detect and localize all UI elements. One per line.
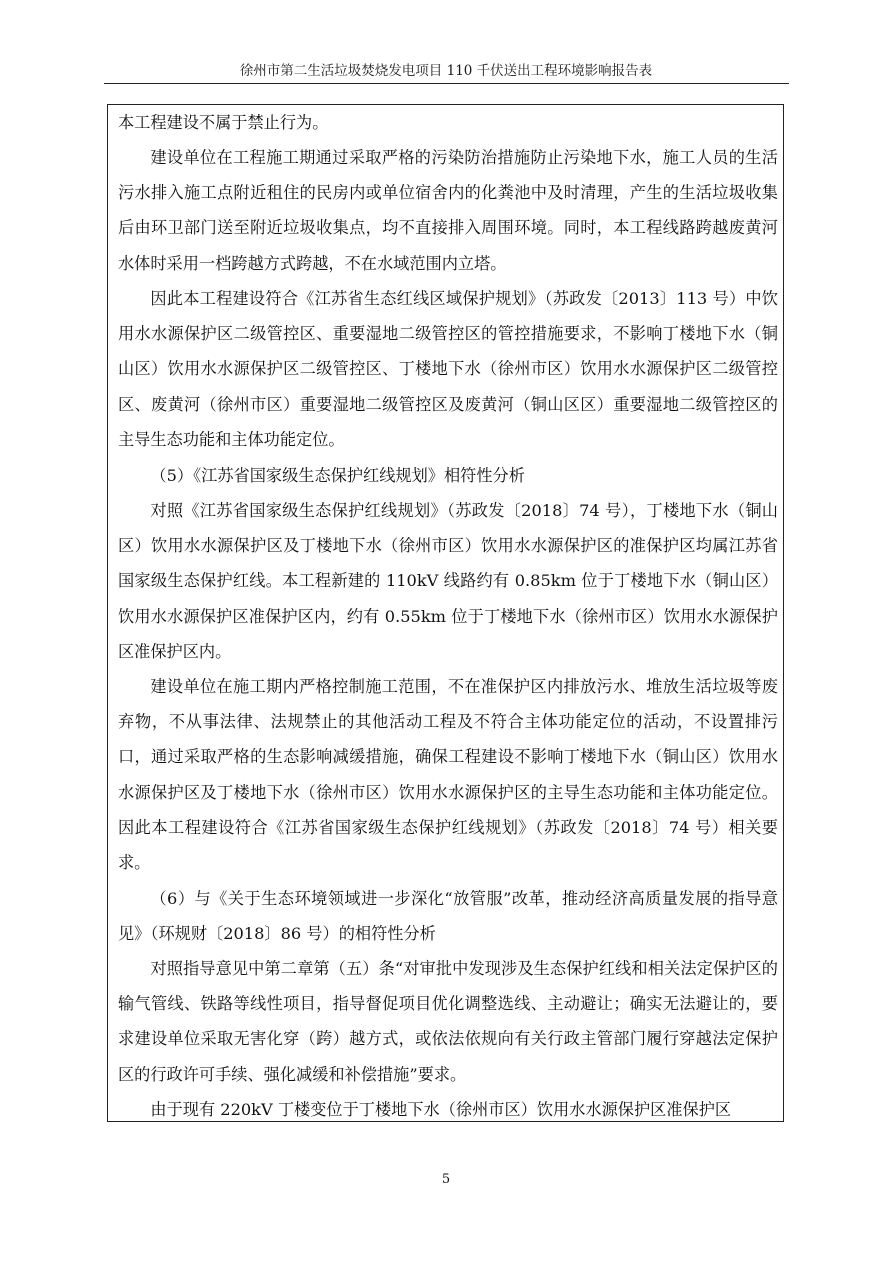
paragraph-national-redline-comparison: 对照《江苏省国家级生态保护红线规划》（苏政发〔2018〕74 号），丁楼地下水（铜山区）饮用水水源保护区及丁楼地下水（徐州市区）饮用水水源保护区的准保护区均属江苏省国家级生态保护红线。本工程新建的 110kV 线路约有 0.85km 位于丁楼地下水（铜山区）饮用水水源保护区准保护区内，约有 0.55km 位于丁楼地下水（徐州市区）饮用水水源保护区准保护区内。: [118, 501, 778, 661]
section-heading-6: （6）与《关于生态环境领域进一步深化“放管服”改革，推动经济高质量发展的指导意见》（环规财〔2018〕86 号）的相符性分析: [118, 889, 778, 944]
paragraph-construction-control: 建设单位在施工期内严格控制施工范围，不在准保护区内排放污水、堆放生活垃圾等废弃物，不从事法律、法规禁止的其他活动工程及不符合主体功能定位的活动，不设置排污口，通过采取严格的生态影响减缓措施，确保工程建设不影响丁楼地下水（铜山区）饮用水水源保护区及丁楼地下水（徐州市区）饮用水水源保护区的主导生态功能和主体功能定位。因此本工程建设符合《江苏省国家级生态保护红线规划》（苏政发〔2018〕74 号）相关要求。: [118, 677, 778, 873]
page-number: 5: [441, 1172, 451, 1187]
page-header-title: 徐州市第二生活垃圾焚烧发电项目 110 千伏送出工程环境影响报告表: [239, 63, 653, 79]
content-frame: [107, 104, 784, 1122]
paragraph-construction-measures: 建设单位在工程施工期通过采取严格的污染防治措施防止污染地下水，施工人员的生活污水排入施工点附近租住的民房内或单位宿舍内的化粪池中及时清理，产生的生活垃圾收集后由环卫部门送至附近垃圾收集点，均不直接排入周围环境。同时，本工程线路跨越废黄河水体时采用一档跨越方式跨越，不在水域范围内立塔。: [118, 148, 778, 273]
paragraph-not-prohibited: 本工程建设不属于禁止行为。: [118, 113, 329, 132]
section-heading-5: （5）《江苏省国家级生态保护红线规划》相符性分析: [150, 466, 525, 485]
header-divider: [104, 83, 789, 84]
paragraph-ecological-redline-2013: 因此本工程建设符合《江苏省生态红线区域保护规划》（苏政发〔2013〕113 号）中饮用水水源保护区二级管控区、重要湿地二级管控区的管控措施要求，不影响丁楼地下水（铜山区）饮用水水源保护区二级管控区、丁楼地下水（徐州市区）饮用水水源保护区二级管控区、废黄河（徐州市区）重要湿地二级管控区及废黄河（铜山区区）重要湿地二级管控区的主导生态功能和主体功能定位。: [118, 289, 778, 449]
paragraph-guidance-comparison: 对照指导意见中第二章第（五）条“对审批中发现涉及生态保护红线和相关法定保护区的输气管线、铁路等线性项目，指导督促项目优化调整选线、主动避让；确实无法避让的，要求建设单位采取无害化穿（跨）越方式，或依法依规向有关行政主管部门履行穿越法定保护区的行政许可手续、强化减缓和补偿措施”要求。: [118, 959, 778, 1084]
paragraph-existing-substation: 由于现有 220kV 丁楼变位于丁楼地下水（徐州市区）饮用水水源保护区准保护区: [150, 1100, 732, 1119]
